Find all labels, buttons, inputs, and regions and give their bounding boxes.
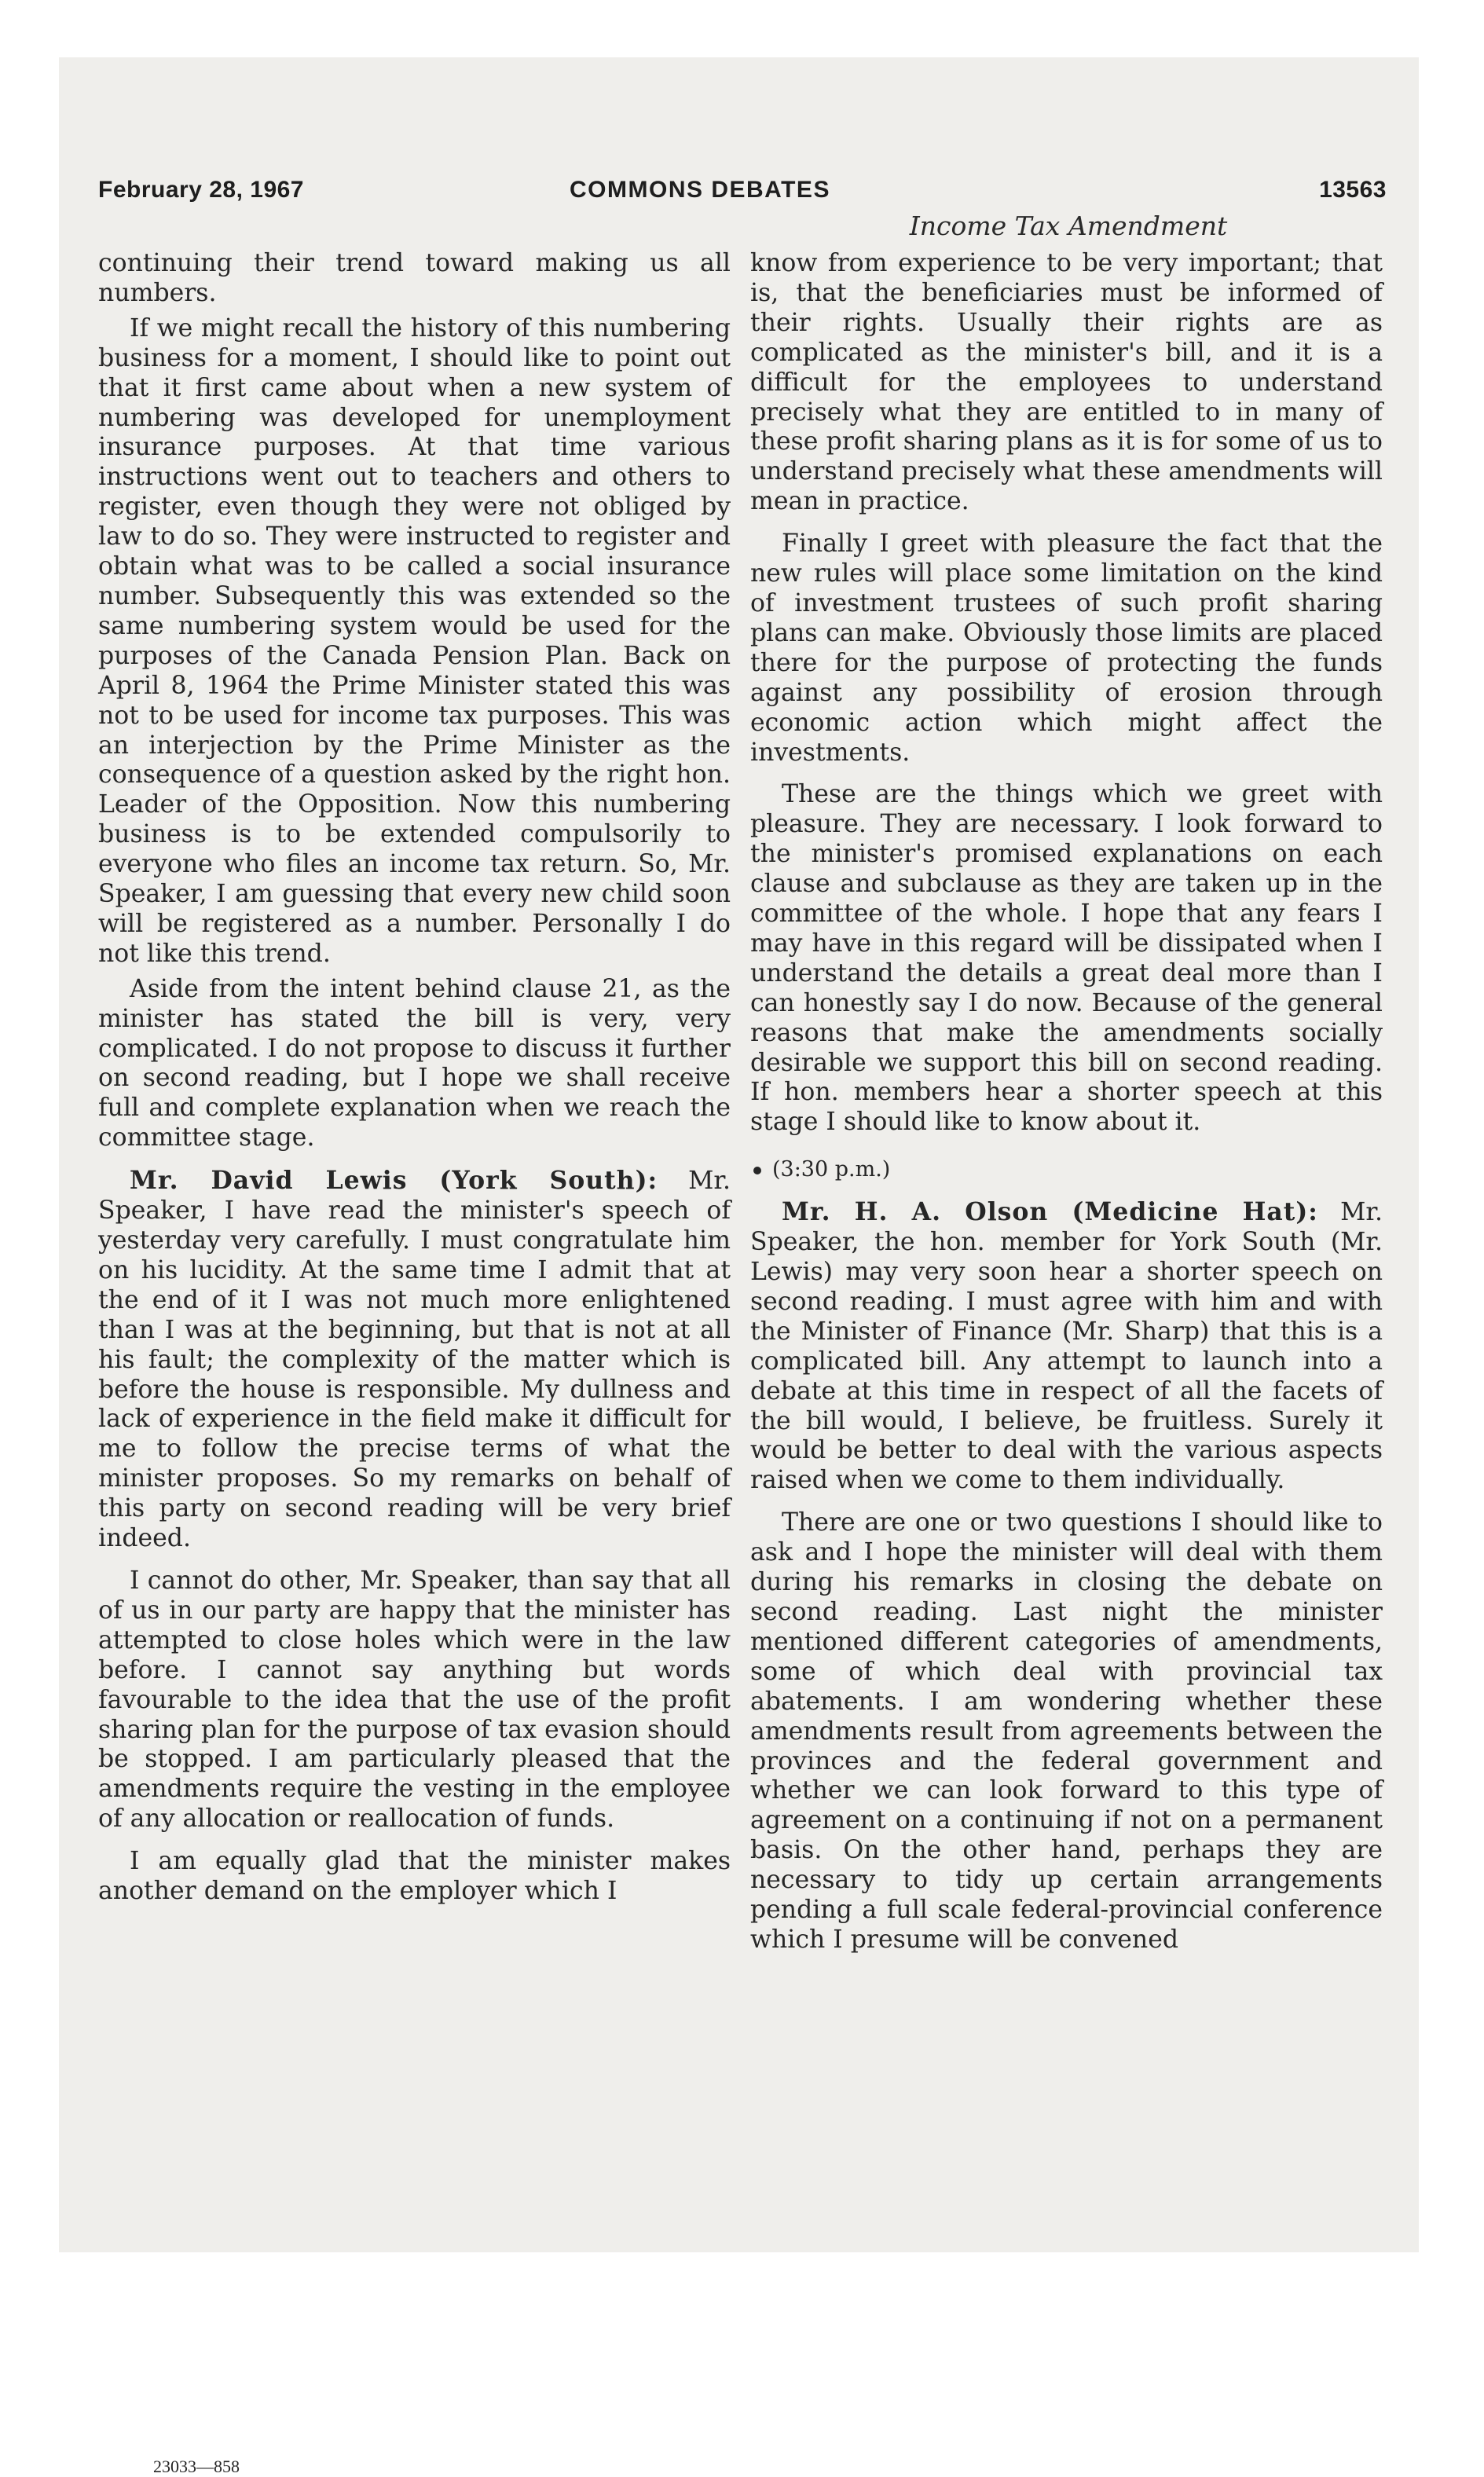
page-footer: 23033—858 [153,2457,240,2476]
page-header [98,177,1387,212]
right-column [750,249,1383,1955]
subject-heading: Income Tax Amendment [909,211,1228,241]
paragraph: If we might recall the history of this numbering business for a moment, I should like to point out that it first came about when a new system of numbering was developed for unemployment insurance purposes. At that time various instructions went out to teachers and others to register, even though they were not obliged by law to do so. They were instructed to register and obtain what was to be called a social insurance number. Subsequently this was extended so the same numbering system would be used for the purposes of the Canada Pension Plan. Back on April 8, 1964 the Prime Minister stated this was not to be used for income tax purposes. This was an interjection by the Prime Minister as the consequence of a question asked by the right hon. Leader of the Opposition. Now this numbering business is to be extended compulsorily to everyone who files an income tax return. So, Mr. Speaker, I am guessing that every new child soon will be registered as a number. Personally I do not like this trend. [98,313,731,968]
header-title: COMMONS DEBATES [570,177,830,203]
speaker-name: Mr. David Lewis (York South): [130,1166,658,1196]
paragraph: Finally I greet with pleasure the fact that the new rules will place some limitation on the kind of investment trustees of such profit sharing plans can make. Obviously those limits are placed there for the purpose of protecting the funds against any possibility of erosion through economic action which might affect the investments. [750,529,1383,767]
speech-paragraph [750,1197,1383,1496]
header-date: February 28, 1967 [98,177,304,203]
paragraph: continuing their trend toward making us all numbers. [98,249,731,307]
timestamp-text: (3:30 p.m.) [772,1157,891,1182]
bullet-icon [753,1167,761,1174]
paragraph: I am equally glad that the minister makes another demand on the employer which I [98,1847,731,1906]
speech-text: Mr. Speaker, I have read the minister's speech of yesterday very carefully. I must congratulate him on his lucidity. At the same time I admit that at the end of it I was not much more enlightened than I was at the beginning, but that is not at all his fault; the complexity of the matter which is before the house is responsible. My dullness and lack of experience in the field make it difficult for me to follow the precise terms of what the minister proposes. So my remarks on behalf of this party on second reading will be very brief indeed. [98,1167,731,1553]
speech-text: Mr. Speaker, the hon. member for York South (Mr. Lewis) may very soon hear a shorter speech on second reading. I must agree with him and with the Minister of Finance (Mr. Sharp) that this is a complicated bill. Any attempt to launch into a debate at this time in respect of all the facets of the bill would, I believe, be fruitless. Surely it would be better to deal with the various aspects raised when we come to them individually. [750,1198,1383,1495]
speech-paragraph [98,1166,731,1554]
timestamp [750,1155,1383,1185]
header-page-number: 13563 [1319,177,1387,203]
paragraph: I cannot do other, Mr. Speaker, than say that all of us in our party are happy that the minister has attempted to close holes which were in the law before. I cannot say anything but words favourable to the idea that the use of the profit sharing plan for the purpose of tax evasion should be stopped. I am particularly pleased that the amendments require the vesting in the employee of any allocation or reallocation of funds. [98,1566,731,1834]
speaker-name: Mr. H. A. Olson (Medicine Hat): [782,1197,1318,1227]
left-column [98,249,731,1907]
paragraph: Aside from the intent behind clause 21, as the minister has stated the bill is very, very complicated. I do not propose to discuss it further on second reading, but I hope we shall receive full and complete explanation when we reach the committee stage. [98,974,731,1152]
paragraph: know from experience to be very important; that is, that the beneficiaries must be informed of their rights. Usually their rights are as complicated as the minister's bill, and it is a difficult for the employees to understand precisely what they are entitled to in many of these profit sharing plans as it is for some of us to understand precisely what these amendments will mean in practice. [750,249,1383,516]
paragraph: There are one or two questions I should like to ask and I hope the minister will deal with them during his remarks in closing the debate on second reading. Last night the minister mentioned different categories of amendments, some of which deal with provincial tax abatements. I am wondering whether these amendments result from agreements between the provinces and the federal government and whether we can look forward to this type of agreement on a continuing if not on a permanent basis. On the other hand, perhaps they are necessary to tidy up certain arrangements pending a full scale federal-provincial conference which I presume will be convened [750,1508,1383,1954]
paragraph: These are the things which we greet with pleasure. They are necessary. I look forward to the minister's promised explanations on each clause and subclause as they are taken up in the committee of the whole. I hope that any fears I may have in this regard will be dissipated when I understand the details a great deal more than I can honestly say I do now. Because of the general reasons that make the amendments socially desirable we support this bill on second reading. If hon. members hear a shorter speech at this stage I should like to know about it. [750,780,1383,1137]
